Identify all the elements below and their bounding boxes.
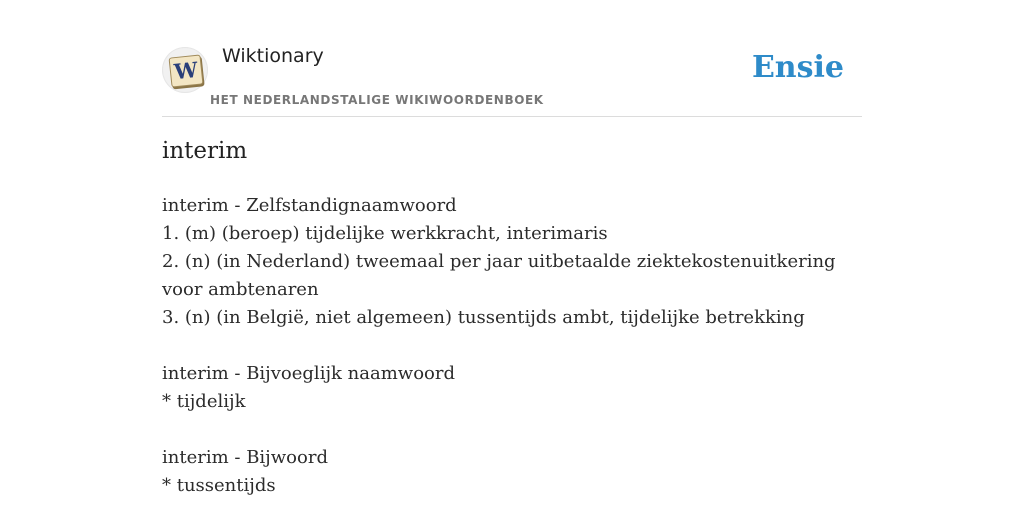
- definition-line: 3. (n) (in België, niet algemeen) tussentijds ambt, tijdelijke betrekking: [162, 307, 805, 328]
- wiktionary-logo-icon[interactable]: [162, 47, 208, 93]
- definition-line: interim - Bijvoeglijk naamwoord: [162, 363, 455, 384]
- logo-letter: W: [169, 54, 204, 87]
- definition-line: * tijdelijk: [162, 391, 246, 412]
- site-tagline: HET NEDERLANDSTALIGE WIKIWOORDENBOEK: [210, 93, 544, 107]
- definition-line: interim - Zelfstandignaamwoord: [162, 195, 457, 216]
- blank-line: [162, 332, 862, 360]
- header: [162, 0, 862, 117]
- site-name[interactable]: Wiktionary: [222, 45, 324, 67]
- definition-line: * tussentijds: [162, 475, 276, 496]
- blank-line: [162, 416, 862, 444]
- definition-content: [162, 192, 862, 500]
- ensie-logo-link[interactable]: Ensie: [751, 50, 844, 85]
- definition-line: 1. (m) (beroep) tijdelijke werkkracht, interimaris: [162, 223, 608, 244]
- page-title: interim: [162, 138, 248, 164]
- definition-line: interim - Bijwoord: [162, 447, 328, 468]
- page-container: [162, 0, 862, 496]
- definition-line: 2. (n) (in Nederland) tweemaal per jaar uitbetaalde ziektekostenuitkering voor ambtenaren: [162, 251, 836, 300]
